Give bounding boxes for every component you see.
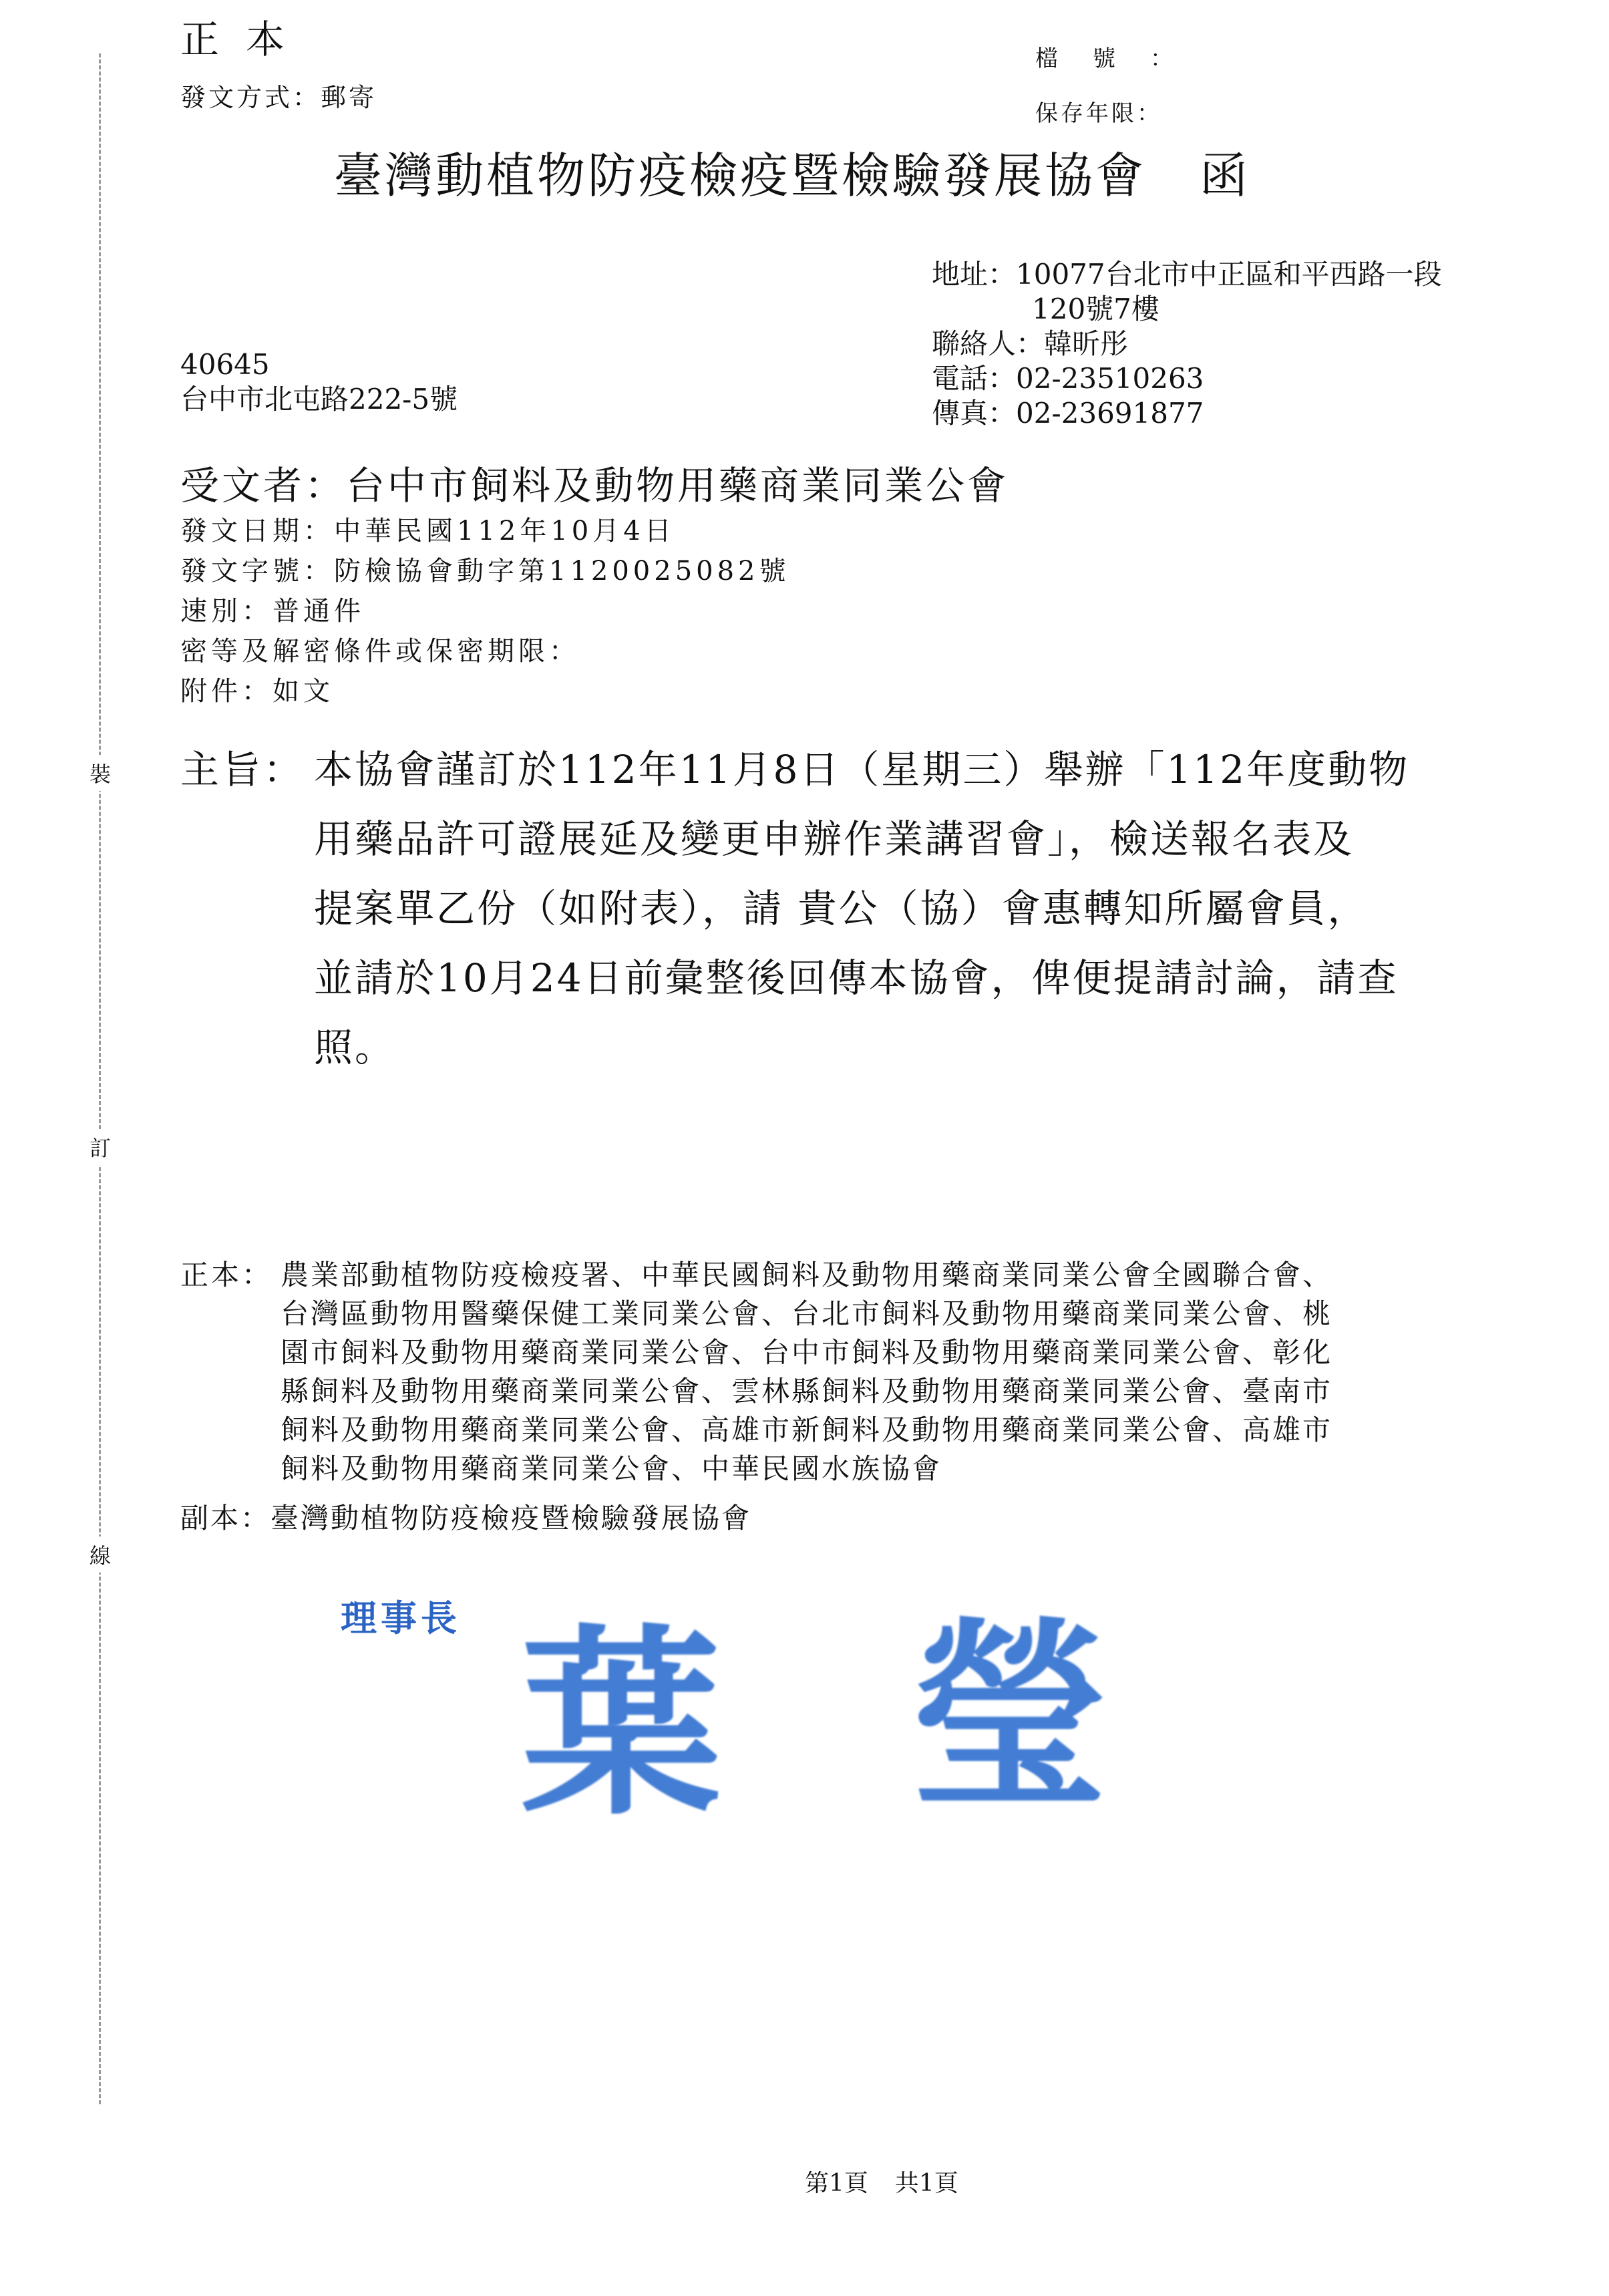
file-number-colon: ： [1150,45,1173,72]
seal-title: 理事長 [341,1597,461,1639]
binding-line [99,53,101,2104]
document-metadata [180,511,790,711]
sender-address: 地址：10077台北市中正區和平西路一段 [932,258,1442,291]
recipient-line: 飼料及動物用藥商業同業公會、中華民國水族協會 [281,1452,942,1485]
attachment: 附件：如文 [180,676,334,707]
recipient-address [180,347,458,417]
binding-mark-xian: 線 [90,1536,111,1573]
seal-character: 葉 [521,1605,721,1841]
binding-mark-zhuang: 裝 [90,755,111,791]
subject-line: 並請於10月24日前彙整後回傳本協會，俾便提請討論，請查 [314,955,1399,1001]
dispatch-method: 發文方式：郵寄 [180,83,377,112]
doc-kind: 函 [1200,148,1251,204]
current-page: 第1頁 [805,2170,868,2197]
subject-body [314,735,1476,1082]
recipient-postcode: 40645 [180,348,270,381]
subject-line: 照。 [314,1025,396,1070]
recipient-line: 台灣區動物用醫藥保健工業同業公會、台北市飼料及動物用藥商業同業公會、桃 [281,1297,1333,1330]
file-number-field [1035,40,1173,73]
sender-address-line2: 120號7樓 [1032,293,1159,325]
binding-mark-ding: 訂 [90,1129,111,1165]
recipient-line: 農業部動植物防疫檢疫署、中華民國飼料及動物用藥商業同業公會全國聯合會、 [281,1259,1333,1291]
receiver-line: 受文者：台中市飼料及動物用藥商業同業公會 [180,463,1009,508]
issue-date: 發文日期：中華民國112年10月4日 [180,516,675,546]
original-label: 正本： [180,1259,273,1291]
sender-info [932,257,1442,431]
sender-fax: 傳真：02-23691877 [932,397,1204,430]
document-title [334,137,1250,206]
total-pages: 共1頁 [894,2170,958,2197]
file-number-label: 檔號 [1035,45,1150,72]
security-level: 密等及解密條件或保密期限： [180,636,580,667]
chairman-seal [321,1556,1256,1841]
retention-period-label: 保存年限： [1035,100,1162,127]
reference-number: 發文字號：防檢協會動字第1120025082號 [180,556,790,587]
sender-contact: 聯絡人：韓昕彤 [932,327,1129,360]
subject-label: 主旨： [180,747,305,792]
recipient-street: 台中市北屯路222-5號 [180,383,458,416]
recipient-line: 園市飼料及動物用藥商業同業公會、台中市飼料及動物用藥商業同業公會、彰化 [281,1336,1333,1369]
copy-type-label: 正本 [180,17,312,62]
delivery-speed: 速別：普通件 [180,596,365,627]
page-number [805,2164,958,2198]
subject-line: 本協會謹訂於112年11月8日（星期三）舉辦「112年度動物 [314,747,1410,792]
recipient-line: 縣飼料及動物用藥商業同業公會、雲林縣飼料及動物用藥商業同業公會、臺南市 [281,1375,1333,1408]
subject-line: 用藥品許可證展延及變更申辦作業講習會」，檢送報名表及 [314,816,1355,862]
recipient-line: 飼料及動物用藥商業同業公會、高雄市新飼料及動物用藥商業同業公會、高雄市 [281,1414,1333,1446]
org-name: 臺灣動植物防疫檢疫暨檢驗發展協會 [334,148,1147,204]
distribution-copy: 副本：臺灣動植物防疫檢疫暨檢驗發展協會 [180,1502,752,1534]
seal-character: 瑩 [908,1599,1109,1834]
subject-line: 提案單乙份（如附表），請 貴公（協）會惠轉知所屬會員， [314,886,1369,931]
sender-phone: 電話：02-23510263 [932,362,1204,395]
original-recipients [281,1256,1483,1488]
